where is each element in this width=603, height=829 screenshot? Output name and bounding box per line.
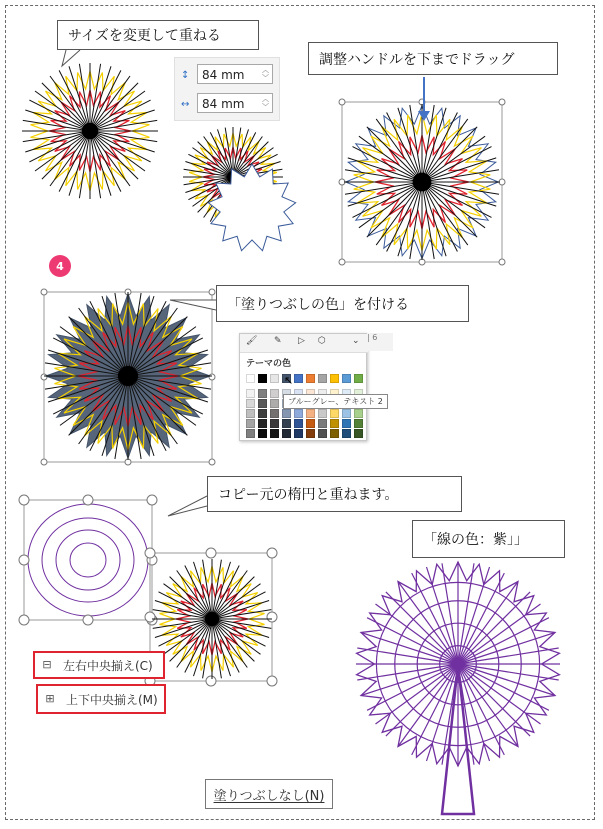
- height-icon: ↕: [181, 69, 190, 81]
- step-badge: 4: [49, 255, 71, 277]
- spin-up-icon[interactable]: ︿: [262, 95, 269, 103]
- resize-handle: [83, 495, 93, 505]
- ferris-spoke: [361, 633, 458, 665]
- height-input[interactable]: 84 mm ︿ ﹀: [197, 64, 273, 84]
- ferris-spoke: [458, 633, 555, 665]
- ferris-spoke: [376, 604, 459, 664]
- ferris-spoke: [386, 592, 458, 664]
- spin-down-icon[interactable]: ﹀: [262, 103, 269, 111]
- no-fill-button[interactable]: 塗りつぶしなし(N): [205, 779, 333, 809]
- spin-down-icon[interactable]: ﹀: [262, 74, 269, 82]
- ferris-spoke: [398, 664, 458, 747]
- ferris-spoke: [427, 567, 459, 664]
- ferris-spoke: [376, 664, 459, 724]
- callout-line-color: 「線の色：紫」」: [412, 520, 565, 558]
- align-center-vertical-icon: ⊞: [45, 692, 55, 705]
- more-chevron-icon[interactable]: ⌄: [352, 336, 360, 346]
- palette-title: テーマの色: [246, 359, 292, 369]
- ferris-spoke: [361, 664, 458, 696]
- ferris-spoke: [458, 582, 518, 665]
- pointer-cursor-icon: ↖: [284, 374, 294, 387]
- spin-up-icon[interactable]: ︿: [262, 66, 269, 74]
- ellipse-ring: [28, 504, 148, 616]
- ellipse-ring: [56, 530, 120, 590]
- center-dot: [205, 612, 219, 626]
- align-center-vertical-button[interactable]: [36, 684, 166, 714]
- shape-effects-icon[interactable]: ▷: [298, 336, 305, 346]
- resize-handle: [267, 548, 277, 558]
- resize-handle: [19, 495, 29, 505]
- resize-handle: [206, 676, 216, 686]
- align-center-horizontal-label: 左右中央揃え(C): [63, 658, 153, 673]
- align-center-horizontal-icon: ⊟: [42, 658, 52, 671]
- ferris-spoke: [386, 664, 458, 736]
- ferris-wheel-shape: [340, 560, 570, 820]
- resize-handle: [267, 676, 277, 686]
- resize-handle: [267, 612, 277, 622]
- callout-resize-overlap: サイズを変更して重ねる: [57, 20, 259, 50]
- resize-handle: [145, 612, 155, 622]
- ferris-spoke: [458, 604, 541, 664]
- resize-handle: [145, 548, 155, 558]
- line-color-icon[interactable]: ✎: [274, 336, 282, 346]
- align-center-horizontal-button[interactable]: [33, 651, 165, 679]
- ferris-spoke: [458, 664, 518, 747]
- ferris-spoke: [458, 664, 555, 696]
- callout-overlap-copy: コピー元の楕円と重ねます。: [207, 476, 462, 512]
- ferris-spoke: [458, 664, 530, 736]
- align-center-vertical-label: 上下中央揃え(M): [66, 692, 158, 707]
- callout-drag-handle: 調整ハンドルを下までドラッグ: [308, 42, 558, 75]
- shape-style-icon[interactable]: ⬡: [318, 336, 326, 346]
- callout-fill-color: 「塗りつぶしの色」を付ける: [216, 285, 469, 322]
- resize-handle: [19, 615, 29, 625]
- ferris-spoke: [398, 582, 458, 665]
- ferris-spoke: [458, 664, 541, 724]
- concentric-ellipse-shape: [22, 494, 157, 624]
- ruler-fragment: | 6: [367, 333, 393, 351]
- paint-bucket-icon[interactable]: 🖌: [246, 336, 258, 346]
- resize-handle: [147, 495, 157, 505]
- ferris-spoke: [458, 592, 530, 664]
- color-tooltip: ブルーグレー、テキスト 2: [283, 394, 388, 409]
- resize-handle: [206, 548, 216, 558]
- width-icon: ↔: [181, 98, 190, 110]
- width-input[interactable]: 84 mm ︿ ﹀: [197, 93, 273, 113]
- ferris-spoke: [458, 567, 490, 664]
- resize-handle: [83, 615, 93, 625]
- resize-handle: [19, 555, 29, 565]
- ellipse-ring: [70, 543, 106, 577]
